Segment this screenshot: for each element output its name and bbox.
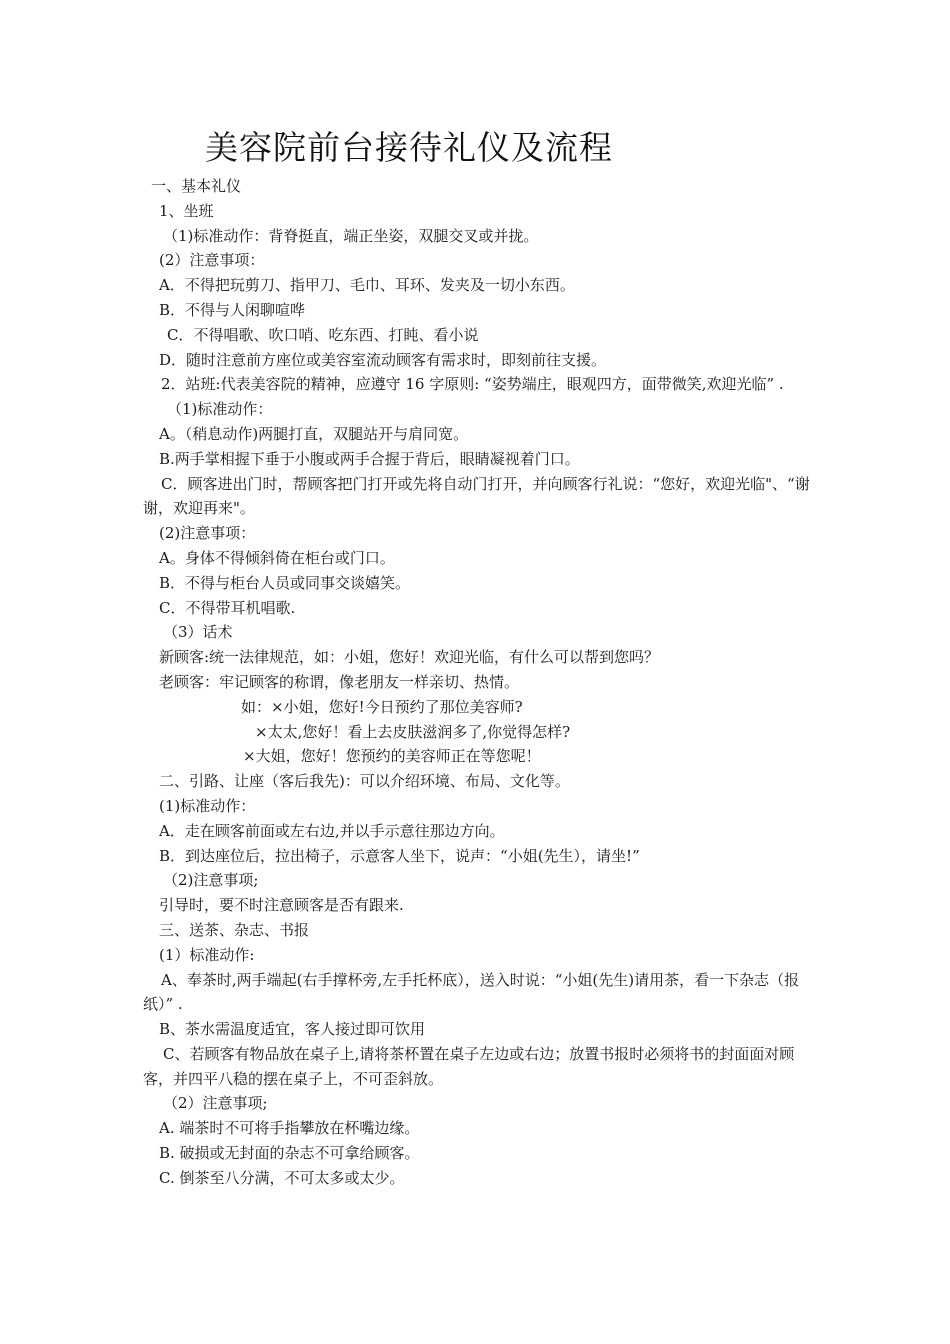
text-line: (1）标准动作:: [159, 945, 255, 964]
section-heading: 二、引路、让座（客后我先)：可以介绍环境、布局、文化等。: [159, 772, 570, 791]
paragraph: C、若顾客有物品放在桌子上,请将茶杯置在桌子左边或右边；放置书报时必须将书的封面面对顾客，并四平八稳的摆在桌子上，不可歪斜放。: [143, 1044, 795, 1088]
text-line: 引导时，要不时注意顾客是否有跟来.: [159, 896, 404, 915]
text-line: （2）注意事项;: [163, 1094, 268, 1113]
subsection-heading: 1、坐班: [159, 201, 214, 220]
section-heading: 三、送茶、杂志、书报: [159, 920, 310, 939]
text-line: (2)注意事项：: [159, 524, 256, 543]
text-line: B. 破损或无封面的杂志不可拿给顾客。: [159, 1144, 420, 1163]
text-line: B．到达座位后，拉出椅子，示意客人坐下，说声：“小姐(先生），请坐!”: [159, 846, 640, 865]
paragraph: A、奉茶时,两手端起(右手撑杯旁,左手托杯底），送入时说：“小姐(先生)请用茶，看一下杂志（报纸）” .: [143, 970, 800, 1014]
text-line: （3）话术: [163, 623, 233, 642]
text-line: ×大姐，您好！您预约的美容师正在等您呢！: [243, 747, 541, 766]
text-line: A. 端茶时不可将手指攀放在杯嘴边缘。: [159, 1119, 420, 1138]
text-line: A．走在顾客前面或左右边,并以手示意往那边方向。: [159, 821, 505, 840]
text-line: B．不得与人闲聊喧哗: [159, 300, 306, 319]
text-line: C．不得唱歌、吹口哨、吃东西、打盹、看小说: [167, 325, 479, 344]
text-line: 老顾客：牢记顾客的称谓，像老朋友一样亲切、热情。: [159, 672, 520, 691]
text-line: (1)标准动作：: [159, 796, 256, 815]
text-line: A．不得把玩剪刀、指甲刀、毛巾、耳环、发夹及一切小东西。: [159, 276, 575, 295]
text-line: C. 倒茶至八分满，不可太多或太少。: [159, 1168, 405, 1187]
text-line: D．随时注意前方座位或美容室流动顾客有需求时，即刻前往支援。: [159, 350, 607, 369]
text-line: （1)标准动作：背脊挺直，端正坐姿，双腿交叉或并拢。: [163, 226, 539, 245]
text-line: A。（稍息动作)两腿打直，双腿站开与肩同宽。: [159, 424, 469, 443]
text-line: （2)注意事项;: [163, 871, 259, 890]
text-line: 新顾客:统一法律规范，如：小姐，您好！欢迎光临，有什么可以帮到您吗？: [159, 648, 660, 667]
text-line: B、茶水需温度适宜，客人接过即可饮用: [159, 1020, 426, 1039]
document-body: [143, 174, 811, 1191]
text-line: B．不得与柜台人员或同事交谈嬉笑。: [159, 573, 411, 592]
document-title: 美容院前台接待礼仪及流程: [205, 128, 613, 167]
text-line: A。身体不得倾斜倚在柜台或门口。: [159, 548, 395, 567]
section-heading: 一、基本礼仪: [151, 177, 242, 195]
text-line: 如：×小姐，您好!今日预约了那位美容师?: [241, 697, 523, 716]
paragraph: 2．站班:代表美容院的精神，应遵守 16 字原则: “姿势端庄，眼观四方，面带微笑,欢迎光临” .: [161, 375, 784, 394]
paragraph: C．顾客进出门时，帮顾客把门打开或先将自动门打开，并向顾客行礼说：“您好，欢迎光临"、“谢谢，欢迎再来"。: [143, 474, 810, 518]
text-line: （1)标准动作：: [167, 400, 273, 419]
text-line: B.两手掌相握下垂于小腹或两手合握于背后，眼睛凝视着门口。: [159, 449, 580, 468]
text-line: C．不得带耳机唱歌.: [159, 598, 296, 617]
text-line: ×太太,您好！看上去皮肤滋润多了,你觉得怎样?: [255, 722, 571, 741]
text-line: (2）注意事项：: [159, 251, 265, 270]
